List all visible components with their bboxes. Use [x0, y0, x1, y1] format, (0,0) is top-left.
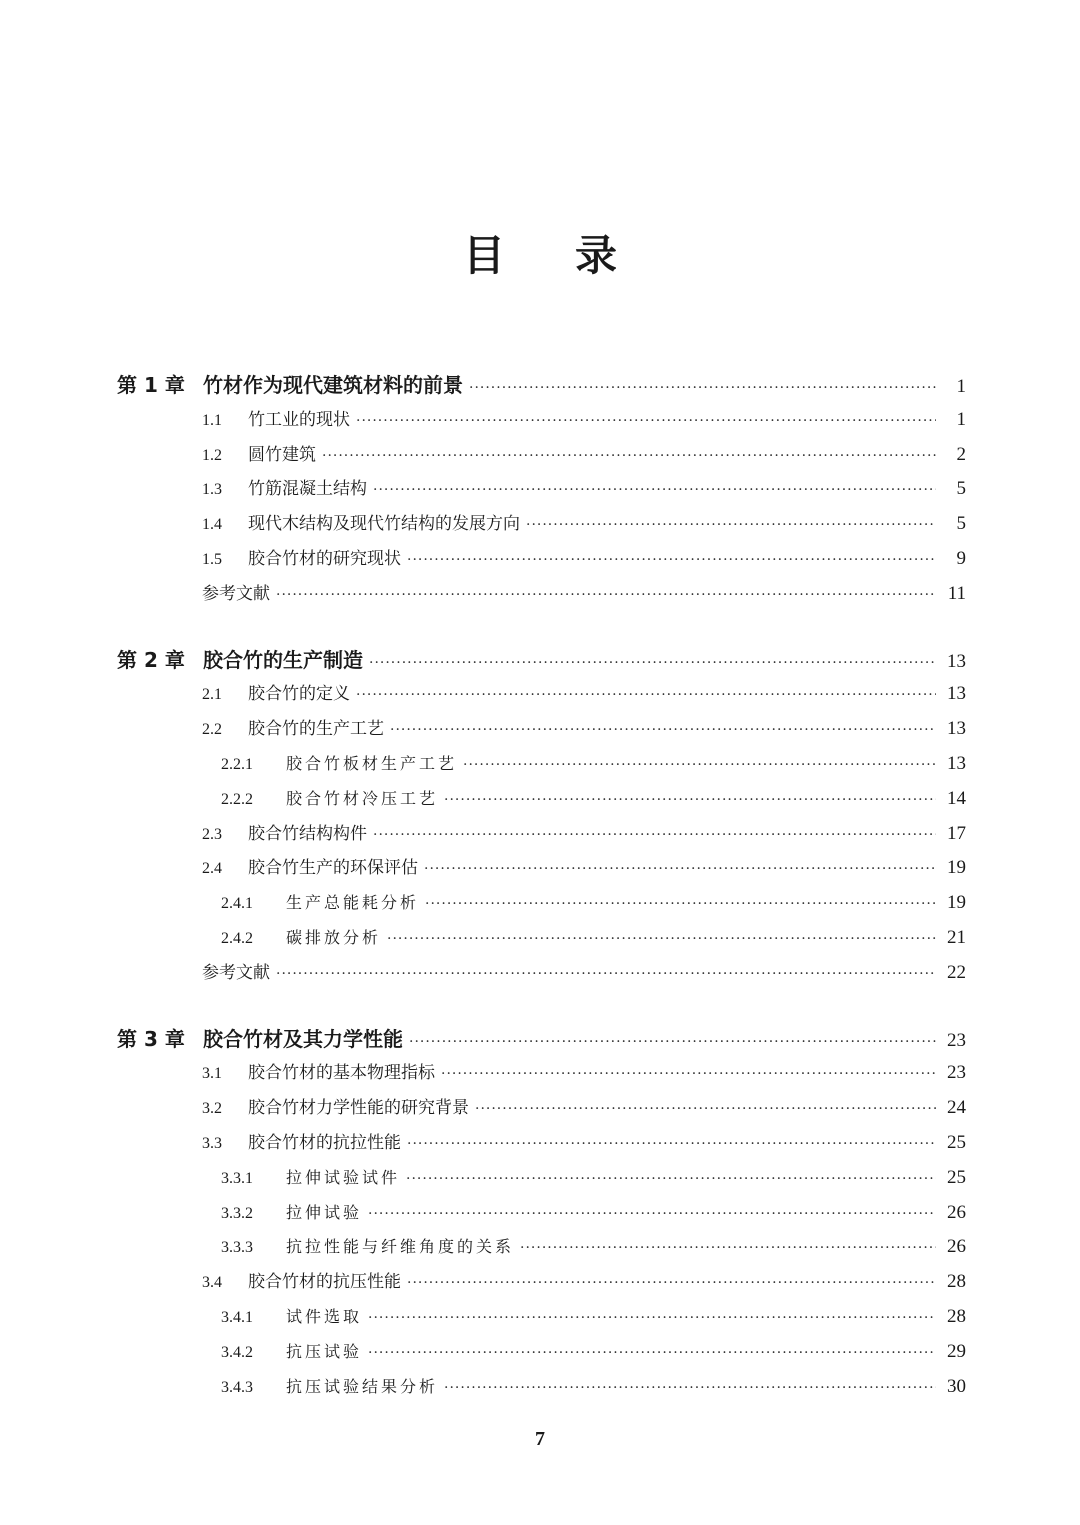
toc-entry[interactable]	[0, 577, 1080, 612]
toc-entry-title: 胶合竹板材生产工艺	[286, 753, 458, 773]
dot-leader	[276, 957, 936, 992]
toc-entry-number: 2.2.1	[221, 755, 253, 773]
toc-entry-title: 胶合竹的生产工艺	[248, 719, 384, 740]
toc-entry-title: 拉伸试验	[286, 1202, 363, 1222]
toc-entry[interactable]	[0, 1265, 1080, 1300]
toc-entry-title: 胶合竹材的基本物理指标	[248, 1063, 435, 1084]
toc-entry-number: 3.4	[202, 1274, 222, 1292]
toc-entry-title: 胶合竹材及其力学性能	[203, 1026, 403, 1051]
toc-entry[interactable]	[0, 677, 1080, 712]
toc-entry[interactable]	[0, 1300, 1080, 1335]
toc-entry-number: 2.2.2	[221, 790, 253, 808]
toc-entry-page: 26	[947, 1236, 966, 1258]
toc-entry-number: 3.3	[202, 1134, 222, 1152]
toc-entry-number: 1.4	[202, 516, 222, 534]
page-number: 7	[535, 1428, 545, 1450]
toc-entry-page: 28	[947, 1305, 966, 1327]
toc-entry-number: 1.2	[202, 446, 222, 464]
toc-entry-title: 胶合竹的生产制造	[203, 647, 363, 672]
toc-entry-title: 胶合竹生产的环保评估	[248, 858, 418, 879]
dot-leader	[322, 439, 936, 474]
dot-leader	[441, 1057, 936, 1092]
toc-entry-number: 3.4.3	[221, 1378, 253, 1396]
toc-entry-title: 胶合竹材冷压工艺	[286, 788, 439, 808]
chapter-block	[0, 643, 1080, 991]
toc-entry-number: 3.3.1	[221, 1169, 253, 1187]
dot-leader	[368, 1301, 936, 1336]
page-title	[0, 228, 1080, 284]
toc-entry-title: 胶合竹材的抗压性能	[248, 1272, 401, 1293]
toc-entry-page: 17	[947, 822, 966, 844]
toc-entry-number: 第 2 章	[117, 647, 185, 672]
toc-entry-page: 28	[947, 1271, 966, 1293]
toc-entry-number: 3.3.2	[221, 1204, 253, 1222]
toc-entry-page: 23	[947, 1062, 966, 1084]
dot-leader	[356, 678, 936, 713]
dot-leader	[424, 852, 936, 887]
toc-entry-title: 胶合竹材的研究现状	[248, 548, 401, 569]
dot-leader	[356, 404, 936, 439]
toc-entry-page: 14	[947, 787, 966, 809]
dot-leader	[373, 473, 936, 508]
toc-entry-number: 2.4.2	[221, 929, 253, 947]
dot-leader	[409, 1025, 936, 1060]
dot-leader	[373, 818, 936, 853]
toc-chapter-entry[interactable]	[0, 643, 1080, 678]
dot-leader	[520, 1231, 936, 1266]
toc-entry[interactable]	[0, 851, 1080, 886]
toc-entry[interactable]	[0, 1230, 1080, 1265]
toc-entry[interactable]	[0, 1335, 1080, 1370]
toc-entry-number: 第 3 章	[117, 1026, 185, 1051]
toc-entry[interactable]	[0, 1161, 1080, 1196]
toc-entry-title: 现代木结构及现代竹结构的发展方向	[248, 514, 520, 535]
toc-entry-page: 11	[947, 582, 966, 604]
toc-entry[interactable]	[0, 1126, 1080, 1161]
toc-entry-number: 1.5	[202, 550, 222, 568]
toc-entry-page: 21	[947, 926, 966, 948]
title-char-2: 录	[575, 231, 618, 280]
toc-entry[interactable]	[0, 817, 1080, 852]
toc-entry-title: 胶合竹材的抗拉性能	[248, 1132, 401, 1153]
dot-leader	[444, 1371, 936, 1406]
toc-entry-page: 23	[947, 1029, 966, 1051]
toc-entry-title: 胶合竹的定义	[248, 684, 350, 705]
toc-entry-title: 抗压试验结果分析	[286, 1376, 439, 1396]
table-of-contents	[0, 368, 1080, 1435]
toc-entry-page: 13	[947, 650, 966, 672]
toc-entry-page: 13	[947, 718, 966, 740]
toc-chapter-entry[interactable]	[0, 368, 1080, 403]
dot-leader	[407, 1266, 936, 1301]
toc-chapter-entry[interactable]	[0, 1022, 1080, 1057]
toc-entry[interactable]	[0, 956, 1080, 991]
toc-entry-title: 竹工业的现状	[248, 409, 350, 430]
toc-entry-number: 2.3	[202, 825, 222, 843]
toc-entry[interactable]	[0, 782, 1080, 817]
chapter-block	[0, 1022, 1080, 1405]
toc-entry-page: 19	[947, 857, 966, 879]
toc-entry[interactable]	[0, 921, 1080, 956]
toc-entry-page: 13	[947, 683, 966, 705]
toc-entry-title: 抗拉性能与纤维角度的关系	[286, 1237, 515, 1257]
toc-entry-number: 2.2	[202, 721, 222, 739]
toc-entry-page: 1	[956, 376, 966, 397]
toc-entry-page: 13	[947, 752, 966, 774]
dot-leader	[407, 1127, 936, 1162]
toc-entry-page: 5	[956, 513, 966, 535]
toc-entry-number: 3.3.3	[221, 1239, 253, 1257]
toc-entry-title: 胶合竹结构构件	[248, 823, 367, 844]
toc-entry-title: 生产总能耗分析	[286, 893, 420, 913]
toc-entry-title: 拉伸试验试件	[286, 1167, 401, 1187]
dot-leader	[387, 922, 936, 957]
toc-entry-title: 圆竹建筑	[248, 444, 316, 465]
toc-entry-page: 22	[947, 961, 966, 983]
dot-leader	[406, 1162, 936, 1197]
toc-entry-number: 1.3	[202, 481, 222, 499]
toc-entry-page: 24	[947, 1097, 966, 1119]
dot-leader	[425, 887, 936, 922]
toc-entry[interactable]	[0, 438, 1080, 473]
toc-entry-number: 第 1 章	[117, 373, 185, 397]
toc-entry-page: 25	[947, 1166, 966, 1188]
toc-entry-title: 试件选取	[286, 1306, 363, 1326]
toc-entry-number: 2.4.1	[221, 895, 253, 913]
toc-entry-number: 3.1	[202, 1065, 222, 1083]
dot-leader	[369, 646, 936, 681]
dot-leader	[475, 1092, 936, 1127]
toc-entry[interactable]	[0, 747, 1080, 782]
toc-entry-page: 5	[956, 478, 966, 500]
toc-entry-page: 1	[956, 408, 966, 430]
dot-leader	[368, 1336, 936, 1371]
toc-entry[interactable]	[0, 403, 1080, 438]
dot-leader	[368, 1197, 936, 1232]
toc-entry[interactable]	[0, 1370, 1080, 1405]
dot-leader	[526, 508, 936, 543]
toc-entry[interactable]	[0, 1056, 1080, 1091]
toc-entry-title: 抗压试验	[286, 1341, 363, 1361]
toc-entry-title: 参考文献	[202, 583, 270, 604]
toc-entry-number: 2.4	[202, 860, 222, 878]
toc-entry-title: 碳排放分析	[286, 927, 382, 947]
toc-entry-number: 2.1	[202, 686, 222, 704]
toc-entry-page: 29	[947, 1340, 966, 1362]
toc-entry[interactable]	[0, 1091, 1080, 1126]
toc-entry-page: 9	[956, 547, 966, 569]
toc-entry[interactable]	[0, 1196, 1080, 1231]
toc-entry-page: 26	[947, 1201, 966, 1223]
toc-entry-page: 19	[947, 892, 966, 914]
dot-leader	[469, 371, 936, 406]
toc-entry-number: 3.2	[202, 1100, 222, 1118]
title-char-1: 目	[462, 231, 505, 280]
toc-entry-page: 2	[956, 443, 966, 465]
toc-entry[interactable]	[0, 472, 1080, 507]
toc-entry-page: 30	[947, 1375, 966, 1397]
toc-entry-title: 竹材作为现代建筑材料的前景	[203, 373, 463, 397]
dot-leader	[407, 543, 936, 578]
dot-leader	[390, 713, 936, 748]
dot-leader	[276, 578, 936, 613]
toc-entry-number: 1.1	[202, 411, 222, 429]
dot-leader	[444, 783, 936, 818]
toc-entry-number: 3.4.2	[221, 1343, 253, 1361]
toc-entry-title: 参考文献	[202, 962, 270, 983]
toc-entry-title: 胶合竹材力学性能的研究背景	[248, 1098, 469, 1119]
dot-leader	[463, 748, 936, 783]
toc-entry[interactable]	[0, 712, 1080, 747]
toc-entry[interactable]	[0, 507, 1080, 542]
toc-entry-title: 竹筋混凝土结构	[248, 479, 367, 500]
toc-entry[interactable]	[0, 886, 1080, 921]
toc-entry-page: 25	[947, 1131, 966, 1153]
toc-entry[interactable]	[0, 542, 1080, 577]
chapter-block	[0, 368, 1080, 612]
toc-entry-number: 3.4.1	[221, 1308, 253, 1326]
